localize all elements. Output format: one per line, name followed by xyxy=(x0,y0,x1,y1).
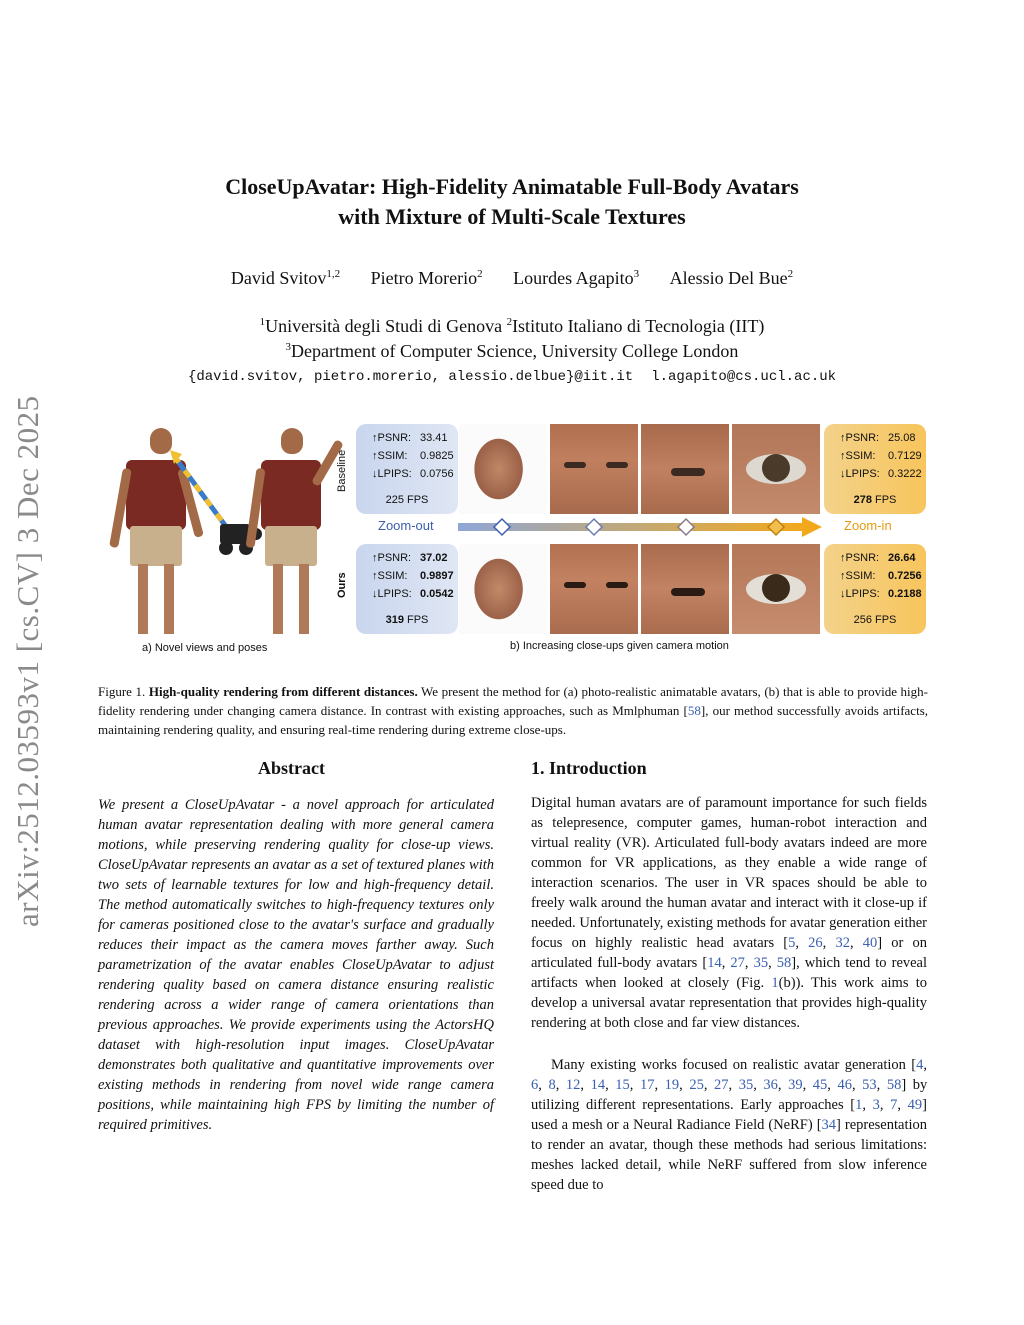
intro-heading: 1. Introduction xyxy=(531,758,647,778)
metric-label: ↑PSNR: xyxy=(372,552,412,564)
paragraph-text: , xyxy=(822,935,836,951)
avatar-image-right xyxy=(251,428,341,643)
metric-label: ↑SSIM: xyxy=(372,570,408,582)
paragraph-text: , xyxy=(862,1097,873,1113)
citation-link[interactable]: 34 xyxy=(821,1117,837,1133)
paragraph-text: , xyxy=(827,1077,838,1093)
metric-label: ↑PSNR: xyxy=(840,432,880,444)
metric-value: 0.7129 xyxy=(888,450,922,462)
zoom-arrow xyxy=(458,517,824,537)
affiliation-line-2 xyxy=(0,341,1024,362)
baseline-crop-face xyxy=(459,424,547,514)
zoom-out-label: Zoom-out xyxy=(378,518,434,533)
subcaption-a: a) Novel views and poses xyxy=(142,642,268,654)
paragraph-text: , xyxy=(753,1077,764,1093)
author-name: David Svitov xyxy=(230,268,327,288)
citation-link[interactable]: 36 xyxy=(763,1077,778,1093)
author-list xyxy=(0,268,1024,289)
citation-link[interactable]: 27 xyxy=(714,1077,729,1093)
baseline-crop-eyes xyxy=(550,424,638,514)
paragraph-text: , xyxy=(580,1077,591,1093)
affil-sup: 2 xyxy=(506,316,513,328)
row-label-ours: Ours xyxy=(336,572,348,598)
metric-label: ↑SSIM: xyxy=(840,450,876,462)
author-name: Alessio Del Bue xyxy=(669,268,788,288)
zoom-in-label: Zoom-in xyxy=(844,518,892,533)
abstract-heading: Abstract xyxy=(258,758,325,778)
metric-value: 37.02 xyxy=(420,552,448,564)
author-affil-sup: 1,2 xyxy=(326,268,341,280)
author-emails xyxy=(0,369,1024,385)
paragraph-text: , xyxy=(879,1097,891,1113)
affil-ucl: Department of Computer Science, University College London xyxy=(291,341,739,361)
metric-value: 0.9897 xyxy=(420,570,454,582)
baseline-metrics-zoom-out xyxy=(356,424,458,514)
metric-label: ↑SSIM: xyxy=(372,450,408,462)
citation-link[interactable]: 40 xyxy=(862,935,878,951)
metric-value: 0.2188 xyxy=(888,588,922,600)
citation-link[interactable]: 14 xyxy=(707,955,722,971)
metric-value: 33.41 xyxy=(420,432,448,444)
metric-label: ↑PSNR: xyxy=(372,432,412,444)
citation-link[interactable]: 19 xyxy=(664,1077,680,1093)
ours-crop-eyes xyxy=(550,544,638,634)
paragraph-text: Many existing works focused on realistic avatar generation [ xyxy=(551,1057,917,1073)
citation-link[interactable]: 5 xyxy=(788,935,796,951)
paragraph-text: , xyxy=(629,1077,640,1093)
affiliation-line-1 xyxy=(0,316,1024,337)
caption-text: We present the method for (a) photo-realistic animatable avatars, (b) that is able to provide high-fidelity rendering under changing camera distance. In contrast with existing approaches, such as Mmlphuman [ xyxy=(98,684,928,718)
paragraph-text: , xyxy=(728,1077,739,1093)
citation-link[interactable]: 25 xyxy=(689,1077,704,1093)
baseline-metrics-zoom-in xyxy=(824,424,926,514)
paragraph-text: ] by utilizing different representations. Early approaches [ xyxy=(531,1077,928,1113)
citation-link[interactable]: 3 xyxy=(872,1097,880,1113)
paragraph-text: ], which tend to reveal artifacts when looked at closely (Fig. xyxy=(531,955,928,991)
paragraph-text: ] or on articulated full-body avatars [ xyxy=(531,935,928,971)
paragraph-text: , xyxy=(768,955,777,971)
citation-link[interactable]: 45 xyxy=(812,1077,828,1093)
citation-link[interactable]: 53 xyxy=(862,1077,877,1093)
metric-value: 0.9825 xyxy=(420,450,454,462)
fps-readout: 225 FPS xyxy=(385,494,429,506)
figure-caption xyxy=(98,682,928,739)
ours-crop-face xyxy=(459,544,547,634)
metric-label: ↓LPIPS: xyxy=(840,588,880,600)
citation-link[interactable]: 6 xyxy=(531,1077,539,1093)
paragraph-text: , xyxy=(795,935,809,951)
metric-label: ↑PSNR: xyxy=(840,552,880,564)
citation-link[interactable]: 14 xyxy=(590,1077,606,1093)
teaser-figure xyxy=(96,418,936,658)
citation-link[interactable]: 58 xyxy=(687,703,701,718)
email-ucl: l.agapito@cs.ucl.ac.uk xyxy=(651,369,837,385)
metric-label: ↓LPIPS: xyxy=(372,588,412,600)
author-affil-sup: 3 xyxy=(633,268,640,280)
paragraph-text: , xyxy=(897,1097,908,1113)
citation-link[interactable]: 15 xyxy=(615,1077,630,1093)
author-name: Pietro Morerio xyxy=(370,268,478,288)
metric-value: 0.0542 xyxy=(420,588,454,600)
author-affil-sup: 2 xyxy=(477,268,483,280)
title-line-1: CloseUpAvatar: High-Fidelity Animatable Full-Body Avatars xyxy=(225,174,799,199)
paragraph-text: ] representation to render an avatar, though these methods had serious limitations: meshes lacked detail, while NeRF suffered from slow inference speed due to xyxy=(531,1117,927,1193)
author-affil-sup: 2 xyxy=(787,268,794,280)
metric-value: 25.08 xyxy=(888,432,916,444)
paragraph-text: ] used a mesh or a Neural Radiance Field (NeRF) [ xyxy=(531,1097,928,1133)
metric-value: 0.0756 xyxy=(420,468,454,480)
paragraph-text: , xyxy=(923,1057,927,1073)
citation-link[interactable]: 1 xyxy=(855,1097,863,1113)
paragraph-text: , xyxy=(555,1077,566,1093)
metric-value: 0.7256 xyxy=(888,570,922,582)
paragraph-text: , xyxy=(876,1077,887,1093)
affil-sup: 1 xyxy=(259,316,266,328)
ours-crop-eye-closeup xyxy=(732,544,820,634)
paragraph-text: , xyxy=(703,1077,714,1093)
citation-link[interactable]: 32 xyxy=(835,935,850,951)
citation-link[interactable]: 8 xyxy=(548,1077,556,1093)
baseline-crop-eye-closeup xyxy=(732,424,820,514)
citation-link[interactable]: 58 xyxy=(776,955,792,971)
paper-title xyxy=(0,172,1024,232)
subcaption-b: b) Increasing close-ups given camera motion xyxy=(510,640,729,652)
email-iit: {david.svitov, pietro.morerio, alessio.delbue}@iit.it xyxy=(187,369,634,385)
author-2 xyxy=(371,268,483,288)
affil-iit: Istituto Italiano di Tecnologia (IIT) xyxy=(512,316,765,336)
citation-link[interactable]: 12 xyxy=(565,1077,581,1093)
ours-metrics-zoom-in xyxy=(824,544,926,634)
affil-sup: 3 xyxy=(285,341,292,353)
paragraph-text: , xyxy=(851,1077,863,1093)
title-line-2: with Mixture of Multi-Scale Textures xyxy=(338,204,686,229)
citation-link[interactable]: 35 xyxy=(753,955,769,971)
row-label-baseline: Baseline xyxy=(336,449,348,492)
metric-label: ↓LPIPS: xyxy=(840,468,880,480)
paragraph-text: (b)). This work aims to develop a universal avatar representation that provides high-quality rendering at both close and far view distances. xyxy=(531,975,927,1031)
author-1 xyxy=(231,268,340,288)
citation-link[interactable]: 26 xyxy=(808,935,823,951)
affil-genova: Università degli Studi di Genova xyxy=(265,316,507,336)
metric-value: 0.3222 xyxy=(888,468,922,480)
paragraph-text: , xyxy=(654,1077,665,1093)
author-4 xyxy=(670,268,793,288)
author-name: Lourdes Agapito xyxy=(513,268,634,288)
citation-link[interactable]: 35 xyxy=(738,1077,754,1093)
caption-label: Figure 1. xyxy=(98,684,149,699)
citation-link[interactable]: 58 xyxy=(886,1077,902,1093)
intro-paragraph-2 xyxy=(531,1055,927,1195)
paragraph-text: Digital human avatars are of paramount importance for such fields as telepresence, computer games, human-robot interaction and virtual reality (VR). Articulated full-body avatars indeed are more common for VR applications, as they enable a wide range of interaction scenarios. The user in VR spaces should be able to freely walk around the human avatar and interact with it close-up if needed. Unfortunately, existing methods for avatar generation either focus on highly realistic head avatars [ xyxy=(531,795,927,951)
fps-readout: 256 FPS xyxy=(853,614,897,626)
paragraph-text: , xyxy=(679,1077,690,1093)
citation-link[interactable]: 1 xyxy=(771,975,779,991)
ours-metrics-zoom-out xyxy=(356,544,458,634)
intro-paragraph-1 xyxy=(531,793,927,1033)
ours-crop-eye-region xyxy=(641,544,729,634)
citation-link[interactable]: 39 xyxy=(788,1077,803,1093)
metric-value: 26.64 xyxy=(888,552,916,564)
caption-bold: High-quality rendering from different distances. xyxy=(148,684,418,699)
paragraph-text: , xyxy=(721,955,731,971)
citation-link[interactable]: 46 xyxy=(837,1077,852,1093)
baseline-crop-eye-region xyxy=(641,424,729,514)
caption-text: ], our method successfully avoids artifacts, maintaining rendering quality, and ensuring real-time rendering during extreme close-ups. xyxy=(98,703,928,737)
metric-label: ↑SSIM: xyxy=(840,570,876,582)
paragraph-text: , xyxy=(744,955,754,971)
fps-readout: 319 FPS xyxy=(385,614,429,626)
citation-link[interactable]: 7 xyxy=(890,1097,898,1113)
fps-readout: 278 FPS xyxy=(853,494,897,506)
metric-label: ↓LPIPS: xyxy=(372,468,412,480)
abstract-body: We present a CloseUpAvatar - a novel approach for articulated human avatar representation dealing with more general camera motions, while preserving rendering quality for close-up views. CloseUpAvatar represents an avatar as a set of textured planes with two sets of learnable textures for low and high-frequency detail. The method automatically switches to high-frequency textures only for cameras positioned close to the avatar's surface and gradually reduces their impact as the camera moves farther away. Such parametrization of the avatar enables CloseUpAvatar to adjust rendering quality based on camera distance ensuring realistic rendering across a wider range of camera orientations than previous approaches. We provide experiments using the ActorsHQ dataset with high-resolution input images. CloseUpAvatar demonstrates both qualitative and quantitative improvements over existing methods in rendering from novel wide range camera positions, while maintaining high FPS by limiting the number of required primitives. xyxy=(98,797,494,1133)
citation-link[interactable]: 17 xyxy=(639,1077,655,1093)
paragraph-text: , xyxy=(802,1077,813,1093)
arxiv-identifier: arXiv:2512.03593v1 [cs.CV] 3 Dec 2025 xyxy=(10,395,45,927)
citation-link[interactable]: 27 xyxy=(730,955,745,971)
author-3 xyxy=(513,268,639,288)
paragraph-text: , xyxy=(605,1077,616,1093)
citation-link[interactable]: 49 xyxy=(907,1097,923,1113)
citation-link[interactable]: 4 xyxy=(916,1057,924,1073)
paragraph-text: , xyxy=(777,1077,789,1093)
paragraph-text: , xyxy=(538,1077,549,1093)
paragraph-text: , xyxy=(849,935,863,951)
